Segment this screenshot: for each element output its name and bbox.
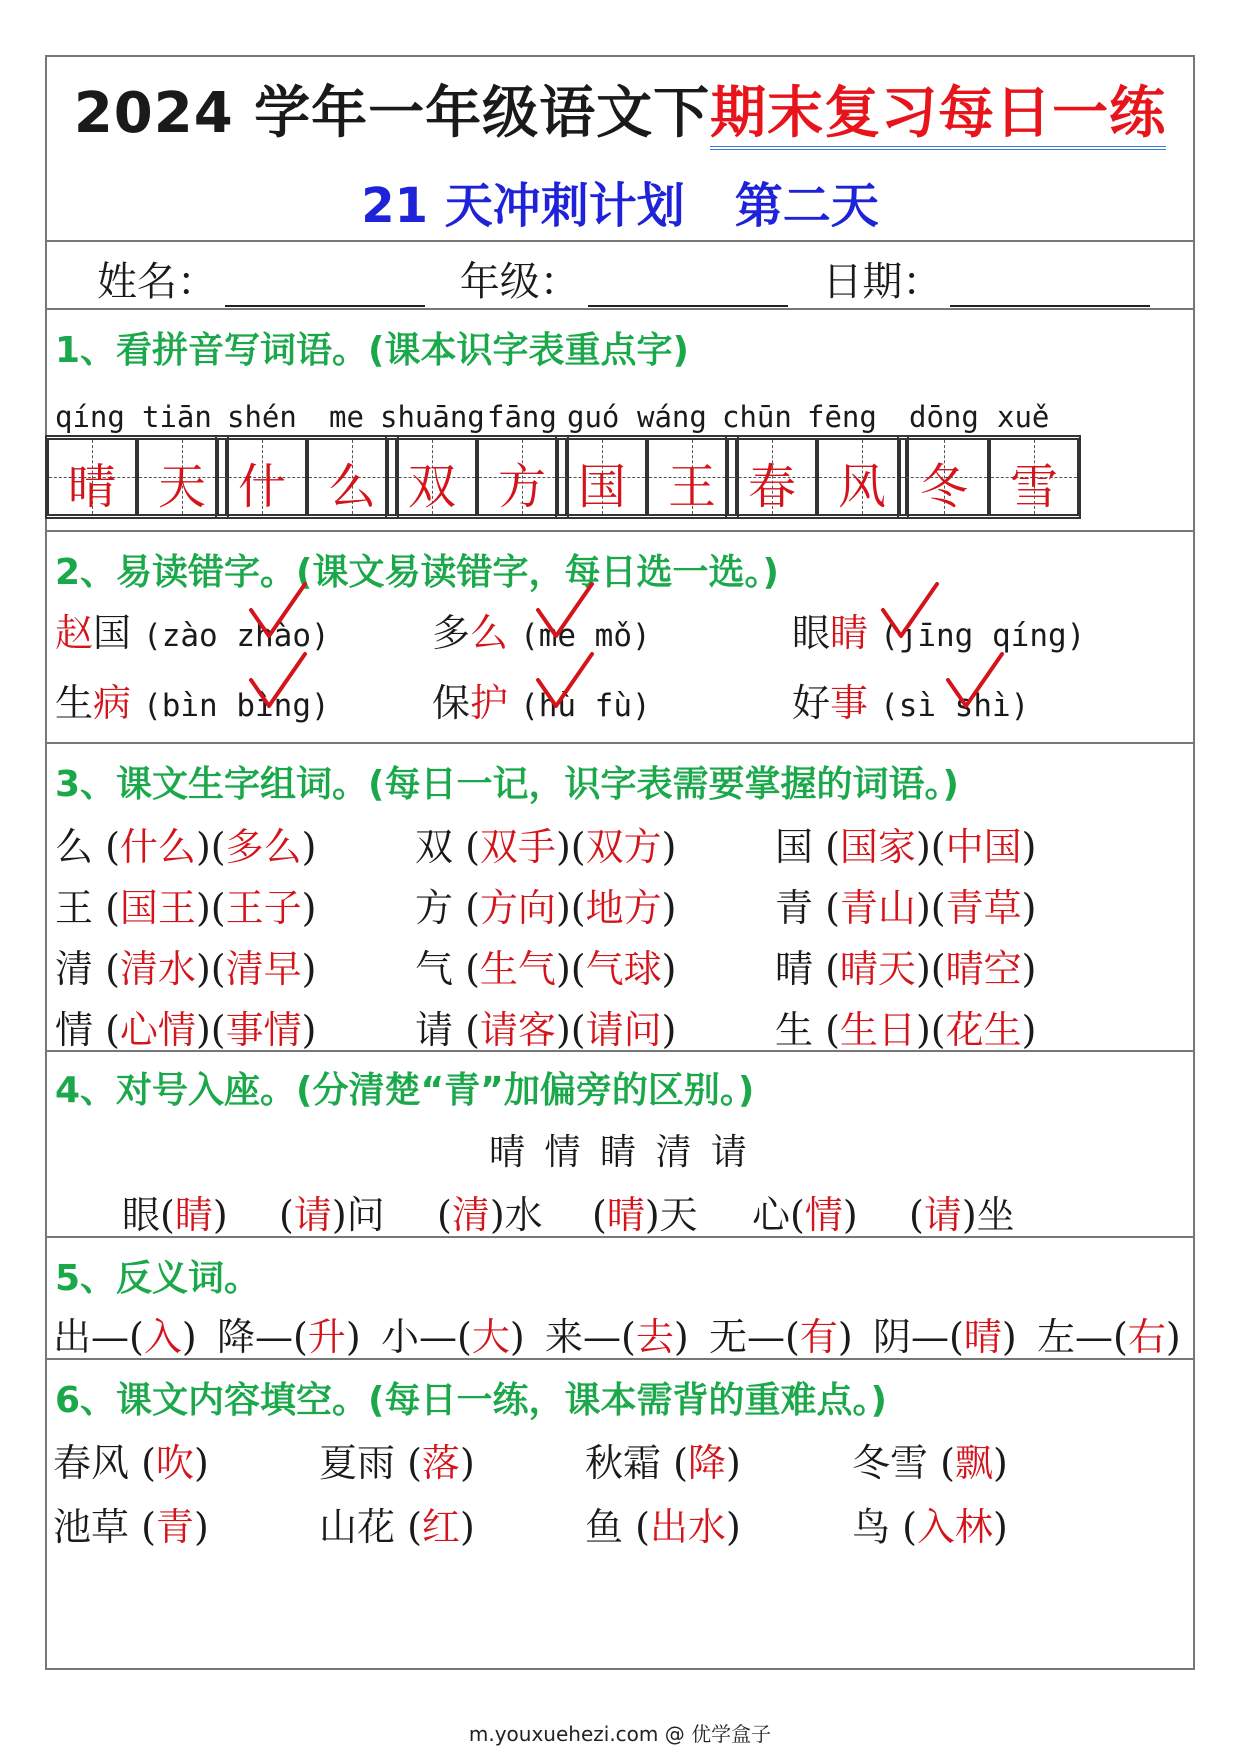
q3-word-2: 双方 (585, 825, 662, 869)
page-title (47, 69, 1193, 149)
q1-section (47, 310, 1193, 532)
q2-pinyin: (jīng qíng) (880, 618, 1086, 654)
title-red: 期末复习每日一练 (710, 81, 1166, 150)
q2-title: 2、易读错字。(课文易读错字，每日选一选。) (55, 552, 779, 593)
q6-item: 鸟 (入林) (852, 1505, 1008, 1549)
q1-pinyin: shuāng (380, 400, 485, 434)
q3-char: 么 (55, 825, 94, 869)
footer-watermark: m.youxuehezi.com @ 优学盒子 (468, 1722, 772, 1746)
check-mark-icon (942, 650, 1006, 714)
q1-char: 什 (237, 459, 286, 515)
q6-item: 冬雪 (飘) (852, 1441, 1008, 1485)
q3-word-1: 国家 (839, 825, 916, 869)
q5-section (47, 1238, 1193, 1360)
check-mark-icon (532, 650, 596, 714)
q4-section (47, 1052, 1193, 1238)
q4-item: (请)问 (279, 1193, 385, 1237)
q6-phrase: 山花 (319, 1505, 396, 1549)
q2-char-b: 么 (470, 611, 509, 655)
q3-item: 国 (国家)(中国) (775, 825, 1037, 869)
q1-char: 么 (327, 459, 376, 515)
q3-word-1: 心情 (119, 1008, 196, 1052)
q3-item: 晴 (晴天)(晴空) (775, 947, 1037, 991)
q4-answer: 睛 (174, 1193, 213, 1237)
q3-item: 请 (请客)(请问) (415, 1008, 677, 1052)
q2-char-b: 国 (93, 611, 132, 655)
q3-item: 清 (清水)(清早) (55, 947, 317, 991)
q5-word: 出 (53, 1315, 92, 1359)
header-section (47, 57, 1193, 242)
q3-word-2: 多么 (225, 825, 302, 869)
q6-item: 鱼 (出水) (585, 1505, 741, 1549)
q3-word-2: 青草 (945, 886, 1022, 930)
q6-item: 春风 (吹) (53, 1441, 209, 1485)
info-section (47, 242, 1193, 310)
q3-char: 晴 (775, 947, 814, 991)
q1-char: 晴 (67, 459, 116, 515)
q6-phrase: 冬雪 (852, 1441, 929, 1485)
q1-char-cell (727, 438, 817, 516)
q6-phrase: 春风 (53, 1441, 130, 1485)
q4-prefix: 眼 (122, 1193, 161, 1237)
q3-word-1: 生气 (479, 947, 556, 991)
q1-pinyin: guó (567, 400, 620, 434)
q3-word-1: 晴天 (839, 947, 916, 991)
q5-item: 降—(升) (217, 1315, 361, 1359)
q6-item: 夏雨 (落) (319, 1441, 475, 1485)
q4-item: (请)坐 (909, 1193, 1015, 1237)
q5-answer: 去 (635, 1315, 674, 1359)
q5-answer: 入 (143, 1315, 182, 1359)
q4-answer: 晴 (606, 1193, 645, 1237)
q6-phrase: 鸟 (852, 1505, 891, 1549)
q2-char-a: 保 (432, 681, 471, 725)
q1-char: 方 (497, 459, 546, 515)
q4-answer: 情 (804, 1193, 843, 1237)
q2-pinyin: (me mǒ) (520, 618, 651, 654)
q3-char: 生 (775, 1008, 814, 1052)
q3-char: 气 (415, 947, 454, 991)
q1-char: 冬 (919, 459, 968, 515)
q3-word-2: 晴空 (945, 947, 1022, 991)
q6-answer: 落 (421, 1441, 460, 1485)
q4-item: (晴)天 (592, 1193, 698, 1237)
q1-title: 1、看拼音写词语。(课本识字表重点字) (55, 330, 689, 371)
q3-item: 双 (双手)(双方) (415, 825, 677, 869)
q1-char: 王 (667, 459, 716, 515)
q1-pinyin: qíng (55, 400, 125, 434)
q1-pinyin: xuě (997, 400, 1050, 434)
q1-pinyin-row (47, 400, 1193, 436)
q5-word: 来 (545, 1315, 584, 1359)
q3-item: 青 (青山)(青草) (775, 886, 1037, 930)
q1-char: 雪 (1009, 459, 1058, 515)
q5-answer: 大 (471, 1315, 510, 1359)
q4-suffix: 水 (504, 1193, 543, 1237)
q1-char-cell (387, 438, 477, 516)
q5-item: 无—(有) (709, 1315, 853, 1359)
q3-word-2: 中国 (945, 825, 1022, 869)
q6-answer: 红 (421, 1505, 460, 1549)
q2-char-a: 生 (55, 681, 94, 725)
q5-item: 出—(入) (53, 1315, 197, 1359)
q1-char-cell (137, 438, 227, 516)
q1-char: 风 (837, 459, 886, 515)
q4-suffix: 天 (659, 1193, 698, 1237)
q1-char-cell (989, 438, 1079, 516)
subtitle-left: 21 天冲刺计划 (361, 178, 685, 234)
q3-char: 请 (415, 1008, 454, 1052)
q6-answer: 青 (155, 1505, 194, 1549)
q2-char-b: 病 (93, 681, 132, 725)
q3-char: 国 (775, 825, 814, 869)
q5-answer: 晴 (963, 1315, 1002, 1359)
q1-char-cell (817, 438, 907, 516)
q3-char: 情 (55, 1008, 94, 1052)
q1-char-cell (307, 438, 397, 516)
q3-item: 生 (生日)(花生) (775, 1008, 1037, 1052)
name-field[interactable] (225, 271, 425, 307)
q4-suffix: 问 (346, 1193, 385, 1237)
q6-answer: 飘 (954, 1441, 993, 1485)
q3-item: 情 (心情)(事情) (55, 1008, 317, 1052)
q1-pinyin: wáng (637, 400, 707, 434)
q1-pinyin: fēng (807, 400, 877, 434)
q3-word-1: 双手 (479, 825, 556, 869)
date-field[interactable] (950, 271, 1150, 307)
q3-word-1: 青山 (839, 886, 916, 930)
q1-char-cell (217, 438, 307, 516)
q1-pinyin: fāng (487, 400, 557, 434)
q6-section (47, 1360, 1193, 1670)
q3-word-1: 生日 (839, 1008, 916, 1052)
q3-word-2: 清早 (225, 947, 302, 991)
q5-word: 降 (217, 1315, 256, 1359)
q5-word: 无 (709, 1315, 748, 1359)
q2-char-b: 事 (830, 681, 869, 725)
q5-word: 小 (381, 1315, 420, 1359)
q3-char: 青 (775, 886, 814, 930)
q4-item: 心(情) (752, 1193, 858, 1237)
worksheet (45, 55, 1195, 1670)
q3-word-1: 请客 (479, 1008, 556, 1052)
q3-word-1: 国王 (119, 886, 196, 930)
q2-char-b: 护 (470, 681, 509, 725)
grade-field[interactable] (588, 271, 788, 307)
q2-section (47, 532, 1193, 744)
q6-phrase: 鱼 (585, 1505, 624, 1549)
title-black: 2024 学年一年级语文下 (73, 81, 711, 146)
q3-char: 双 (415, 825, 454, 869)
q3-char: 方 (415, 886, 454, 930)
q2-char-a: 多 (432, 611, 471, 655)
info-row (97, 250, 1172, 307)
q1-char: 国 (577, 459, 626, 515)
q5-word: 左 (1037, 1315, 1076, 1359)
check-mark-icon (532, 580, 596, 644)
q6-item: 池草 (青) (53, 1505, 209, 1549)
q3-word-2: 王子 (225, 886, 302, 930)
q2-char-a: 赵 (55, 611, 94, 655)
q3-item: 气 (生气)(气球) (415, 947, 677, 991)
q3-word-1: 清水 (119, 947, 196, 991)
page-subtitle (47, 167, 1193, 236)
q1-pinyin: dōng (909, 400, 979, 434)
q2-pinyin: (zào zhào) (143, 618, 330, 654)
q6-title: 6、课文内容填空。(每日一练，课本需背的重难点。) (55, 1380, 887, 1421)
q6-item: 秋霜 (降) (585, 1441, 741, 1485)
q6-answer: 降 (687, 1441, 726, 1485)
q5-answer: 右 (1127, 1315, 1166, 1359)
q5-answer: 有 (799, 1315, 838, 1359)
q3-char: 王 (55, 886, 94, 930)
q1-pinyin: tiān (142, 400, 212, 434)
q4-answer: 请 (293, 1193, 332, 1237)
name-label: 姓名： (97, 259, 217, 305)
q1-char: 春 (747, 459, 796, 515)
q1-pinyin: shén (227, 400, 297, 434)
q1-char-cell (899, 438, 989, 516)
q6-answer: 入林 (916, 1505, 993, 1549)
q3-item: 王 (国王)(王子) (55, 886, 317, 930)
q4-title: 4、对号入座。(分清楚“青”加偏旁的区别。) (55, 1070, 755, 1111)
q3-section (47, 744, 1193, 1052)
q2-char-a: 好 (792, 681, 831, 725)
q3-word-2: 气球 (585, 947, 662, 991)
q1-char-cell (557, 438, 647, 516)
q6-phrase: 池草 (53, 1505, 130, 1549)
q6-answer: 吹 (155, 1441, 194, 1485)
q2-char-a: 眼 (792, 611, 831, 655)
q5-item: 左—(右) (1037, 1315, 1181, 1359)
q1-pinyin: chūn (722, 400, 792, 434)
q5-answer: 升 (307, 1315, 346, 1359)
q4-options: 晴 情 睛 清 请 (489, 1132, 751, 1173)
q3-item: 方 (方向)(地方) (415, 886, 677, 930)
q3-word-1: 什么 (119, 825, 196, 869)
q1-char: 双 (407, 459, 456, 515)
q5-item: 来—(去) (545, 1315, 689, 1359)
grade-label: 年级： (459, 259, 580, 305)
q4-suffix: 坐 (976, 1193, 1015, 1237)
q4-item: (清)水 (437, 1193, 543, 1237)
q1-char-cell (647, 438, 737, 516)
q4-item: 眼(睛) (122, 1193, 228, 1237)
check-mark-icon (245, 580, 309, 644)
q2-pinyin: (sì shì) (880, 688, 1030, 724)
q6-item: 山花 (红) (319, 1505, 475, 1549)
q3-word-2: 花生 (945, 1008, 1022, 1052)
q1-char-cell (477, 438, 567, 516)
q5-item: 阴—(晴) (873, 1315, 1017, 1359)
q5-word: 阴 (873, 1315, 912, 1359)
q5-title: 5、反义词。 (55, 1258, 261, 1299)
q5-item: 小—(大) (381, 1315, 525, 1359)
q3-char: 清 (55, 947, 94, 991)
q4-prefix: 心 (752, 1193, 791, 1237)
q2-char-b: 睛 (830, 611, 869, 655)
q6-answer: 出水 (649, 1505, 726, 1549)
q3-word-1: 方向 (479, 886, 556, 930)
q6-phrase: 秋霜 (585, 1441, 662, 1485)
check-mark-icon (877, 580, 941, 644)
q1-char-cell (47, 438, 137, 516)
q1-pinyin: me (329, 400, 364, 434)
check-mark-icon (245, 650, 309, 714)
q4-answer: 清 (451, 1193, 490, 1237)
q3-title: 3、课文生字组词。(每日一记，识字表需要掌握的词语。) (55, 764, 959, 805)
q3-word-2: 请问 (585, 1008, 662, 1052)
subtitle-right: 第二天 (734, 178, 879, 234)
q2-pinyin: (hù fù) (520, 688, 651, 724)
date-label: 日期： (822, 259, 943, 305)
q3-item: 么 (什么)(多么) (55, 825, 317, 869)
q4-answer: 请 (923, 1193, 962, 1237)
q6-phrase: 夏雨 (319, 1441, 396, 1485)
q2-pinyin: (bìn bìng) (143, 688, 330, 724)
q1-char: 天 (157, 459, 206, 515)
q3-word-2: 事情 (225, 1008, 302, 1052)
q3-word-2: 地方 (585, 886, 662, 930)
